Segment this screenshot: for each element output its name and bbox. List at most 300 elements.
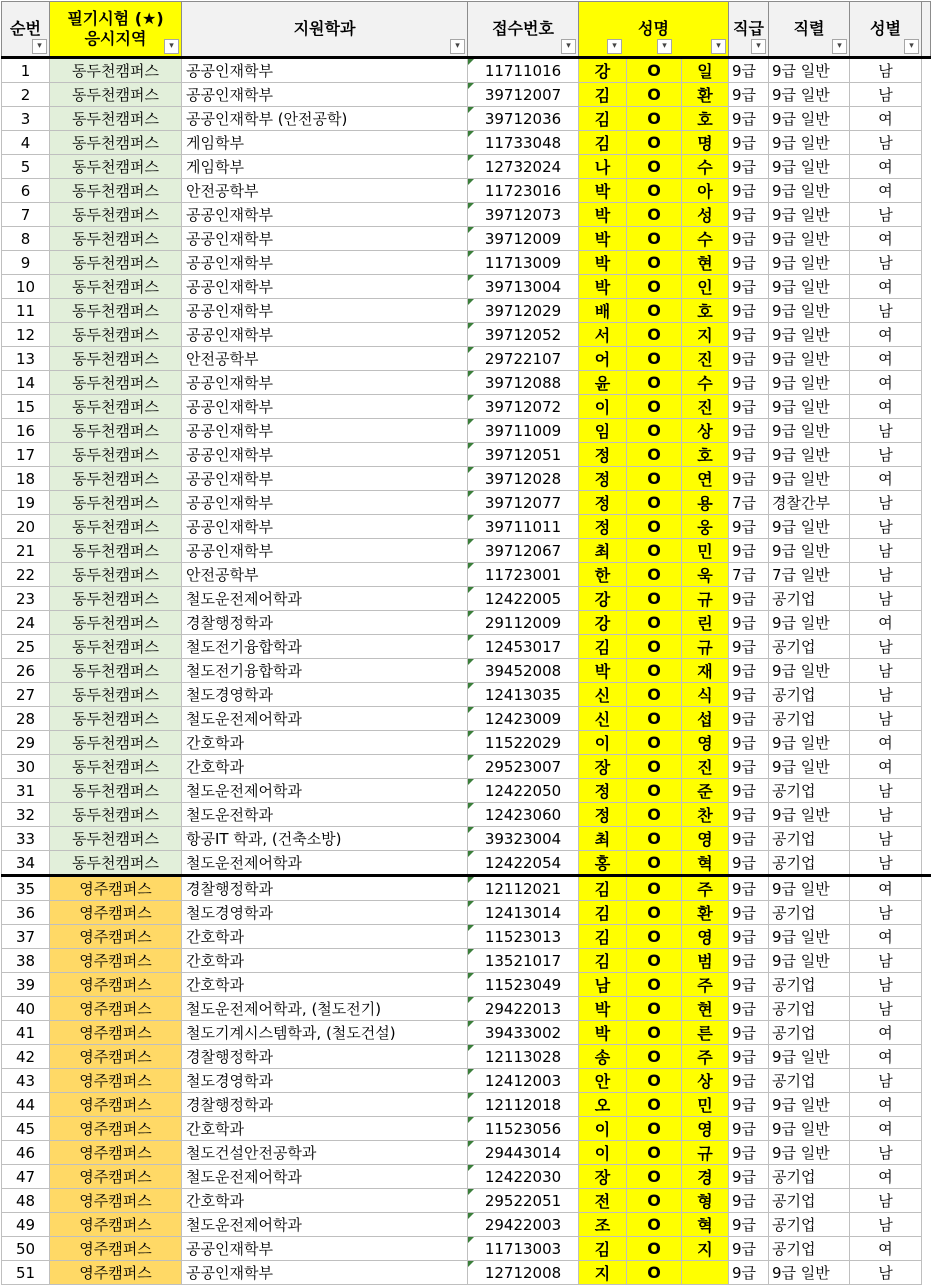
- filter-dropdown-icon[interactable]: ▾: [607, 39, 622, 54]
- name-part-1-cell[interactable]: 오: [579, 1093, 627, 1117]
- name-part-1-cell[interactable]: 김: [579, 876, 627, 901]
- name-part-1-cell[interactable]: 김: [579, 107, 627, 131]
- name-part-2-cell[interactable]: O: [627, 323, 682, 347]
- grade-cell[interactable]: 9급: [729, 1021, 769, 1045]
- name-part-3-cell[interactable]: 호: [682, 443, 729, 467]
- row-number[interactable]: 44: [2, 1093, 50, 1117]
- application-number-cell[interactable]: 12732024: [468, 155, 579, 179]
- name-part-2-cell[interactable]: O: [627, 371, 682, 395]
- rank-cell[interactable]: 9급 일반: [769, 251, 850, 275]
- grade-cell[interactable]: 9급: [729, 1045, 769, 1069]
- grade-cell[interactable]: 9급: [729, 203, 769, 227]
- application-number-cell[interactable]: 12112021: [468, 876, 579, 901]
- row-number[interactable]: 28: [2, 707, 50, 731]
- dept-cell[interactable]: 철도운전제어학과: [182, 1213, 468, 1237]
- sex-cell[interactable]: 남: [850, 1261, 922, 1285]
- name-part-1-cell[interactable]: 박: [579, 275, 627, 299]
- sex-cell[interactable]: 여: [850, 371, 922, 395]
- name-part-2-cell[interactable]: O: [627, 1021, 682, 1045]
- name-part-3-cell[interactable]: 민: [682, 539, 729, 563]
- region-cell[interactable]: 영주캠퍼스: [50, 1069, 182, 1093]
- name-part-1-cell[interactable]: 장: [579, 755, 627, 779]
- name-part-3-cell[interactable]: 환: [682, 83, 729, 107]
- dept-cell[interactable]: 간호학과: [182, 731, 468, 755]
- rank-cell[interactable]: 공기업: [769, 901, 850, 925]
- sex-cell[interactable]: 남: [850, 973, 922, 997]
- row-number[interactable]: 43: [2, 1069, 50, 1093]
- rank-cell[interactable]: 9급 일반: [769, 347, 850, 371]
- region-cell[interactable]: 영주캠퍼스: [50, 925, 182, 949]
- rank-cell[interactable]: 9급 일반: [769, 299, 850, 323]
- row-number[interactable]: 23: [2, 587, 50, 611]
- row-number[interactable]: 51: [2, 1261, 50, 1285]
- rank-cell[interactable]: 공기업: [769, 779, 850, 803]
- sex-cell[interactable]: 여: [850, 179, 922, 203]
- dept-cell[interactable]: 간호학과: [182, 925, 468, 949]
- row-number[interactable]: 37: [2, 925, 50, 949]
- region-cell[interactable]: 영주캠퍼스: [50, 949, 182, 973]
- row-number[interactable]: 49: [2, 1213, 50, 1237]
- name-part-1-cell[interactable]: 지: [579, 1261, 627, 1285]
- rank-cell[interactable]: 공기업: [769, 1213, 850, 1237]
- name-part-1-cell[interactable]: 한: [579, 563, 627, 587]
- grade-cell[interactable]: 9급: [729, 851, 769, 876]
- name-part-2-cell[interactable]: O: [627, 251, 682, 275]
- row-number[interactable]: 22: [2, 563, 50, 587]
- filter-dropdown-icon[interactable]: ▾: [561, 39, 576, 54]
- grade-cell[interactable]: 9급: [729, 731, 769, 755]
- rank-cell[interactable]: 공기업: [769, 1165, 850, 1189]
- name-part-1-cell[interactable]: 안: [579, 1069, 627, 1093]
- rank-cell[interactable]: 공기업: [769, 635, 850, 659]
- row-number[interactable]: 42: [2, 1045, 50, 1069]
- name-part-2-cell[interactable]: O: [627, 1261, 682, 1285]
- name-part-3-cell[interactable]: 범: [682, 949, 729, 973]
- sex-cell[interactable]: 여: [850, 395, 922, 419]
- sex-cell[interactable]: 남: [850, 563, 922, 587]
- dept-cell[interactable]: 간호학과: [182, 755, 468, 779]
- sex-cell[interactable]: 남: [850, 131, 922, 155]
- name-part-2-cell[interactable]: O: [627, 227, 682, 251]
- rank-cell[interactable]: 공기업: [769, 1189, 850, 1213]
- application-number-cell[interactable]: 12422005: [468, 587, 579, 611]
- region-cell[interactable]: 동두천캠퍼스: [50, 323, 182, 347]
- name-part-2-cell[interactable]: O: [627, 659, 682, 683]
- rank-cell[interactable]: 9급 일반: [769, 203, 850, 227]
- row-number[interactable]: 46: [2, 1141, 50, 1165]
- row-number[interactable]: 2: [2, 83, 50, 107]
- filter-dropdown-icon[interactable]: ▾: [32, 39, 47, 54]
- grade-cell[interactable]: 9급: [729, 395, 769, 419]
- dept-cell[interactable]: 철도전기융합학과: [182, 659, 468, 683]
- grade-cell[interactable]: 9급: [729, 1213, 769, 1237]
- rank-cell[interactable]: 9급 일반: [769, 58, 850, 83]
- sex-cell[interactable]: 여: [850, 467, 922, 491]
- name-part-1-cell[interactable]: 박: [579, 1021, 627, 1045]
- rank-cell[interactable]: 9급 일반: [769, 419, 850, 443]
- row-number[interactable]: 26: [2, 659, 50, 683]
- name-part-3-cell[interactable]: 섭: [682, 707, 729, 731]
- application-number-cell[interactable]: 12422030: [468, 1165, 579, 1189]
- name-part-3-cell[interactable]: 환: [682, 901, 729, 925]
- application-number-cell[interactable]: 11522029: [468, 731, 579, 755]
- grade-cell[interactable]: 9급: [729, 539, 769, 563]
- rank-cell[interactable]: 공기업: [769, 1237, 850, 1261]
- row-number[interactable]: 32: [2, 803, 50, 827]
- row-number[interactable]: 14: [2, 371, 50, 395]
- row-number[interactable]: 17: [2, 443, 50, 467]
- region-cell[interactable]: 동두천캠퍼스: [50, 659, 182, 683]
- application-number-cell[interactable]: 11523013: [468, 925, 579, 949]
- row-number[interactable]: 3: [2, 107, 50, 131]
- region-cell[interactable]: 영주캠퍼스: [50, 1165, 182, 1189]
- application-number-cell[interactable]: 29422013: [468, 997, 579, 1021]
- name-part-2-cell[interactable]: O: [627, 925, 682, 949]
- dept-cell[interactable]: 공공인재학부: [182, 299, 468, 323]
- region-cell[interactable]: 동두천캠퍼스: [50, 227, 182, 251]
- sex-cell[interactable]: 여: [850, 1237, 922, 1261]
- rank-cell[interactable]: 9급 일반: [769, 323, 850, 347]
- name-part-2-cell[interactable]: O: [627, 1069, 682, 1093]
- rank-cell[interactable]: 공기업: [769, 973, 850, 997]
- application-number-cell[interactable]: 39712077: [468, 491, 579, 515]
- name-part-2-cell[interactable]: O: [627, 467, 682, 491]
- row-number[interactable]: 31: [2, 779, 50, 803]
- name-part-3-cell[interactable]: 린: [682, 611, 729, 635]
- row-number[interactable]: 33: [2, 827, 50, 851]
- name-part-3-cell[interactable]: 아: [682, 179, 729, 203]
- name-part-3-cell[interactable]: 주: [682, 876, 729, 901]
- application-number-cell[interactable]: 39712052: [468, 323, 579, 347]
- filter-dropdown-icon[interactable]: ▾: [711, 39, 726, 54]
- region-cell[interactable]: 동두천캠퍼스: [50, 371, 182, 395]
- application-number-cell[interactable]: 39712072: [468, 395, 579, 419]
- name-part-2-cell[interactable]: O: [627, 611, 682, 635]
- rank-cell[interactable]: 공기업: [769, 1069, 850, 1093]
- row-number[interactable]: 45: [2, 1117, 50, 1141]
- region-cell[interactable]: 영주캠퍼스: [50, 876, 182, 901]
- name-part-3-cell[interactable]: 상: [682, 1069, 729, 1093]
- region-cell[interactable]: 동두천캠퍼스: [50, 299, 182, 323]
- name-part-3-cell[interactable]: 재: [682, 659, 729, 683]
- region-cell[interactable]: 동두천캠퍼스: [50, 443, 182, 467]
- row-number[interactable]: 18: [2, 467, 50, 491]
- grade-cell[interactable]: 9급: [729, 515, 769, 539]
- name-part-2-cell[interactable]: O: [627, 1237, 682, 1261]
- row-number[interactable]: 1: [2, 58, 50, 83]
- application-number-cell[interactable]: 39711009: [468, 419, 579, 443]
- row-number[interactable]: 47: [2, 1165, 50, 1189]
- row-number[interactable]: 8: [2, 227, 50, 251]
- name-part-1-cell[interactable]: 어: [579, 347, 627, 371]
- rank-cell[interactable]: 9급 일반: [769, 1093, 850, 1117]
- sex-cell[interactable]: 남: [850, 659, 922, 683]
- name-part-2-cell[interactable]: O: [627, 803, 682, 827]
- dept-cell[interactable]: 공공인재학부: [182, 443, 468, 467]
- name-part-3-cell[interactable]: 주: [682, 973, 729, 997]
- grade-cell[interactable]: 9급: [729, 925, 769, 949]
- application-number-cell[interactable]: 39452008: [468, 659, 579, 683]
- row-number[interactable]: 48: [2, 1189, 50, 1213]
- name-part-3-cell[interactable]: 웅: [682, 515, 729, 539]
- name-part-3-cell[interactable]: 영: [682, 925, 729, 949]
- name-part-1-cell[interactable]: 박: [579, 251, 627, 275]
- name-part-3-cell[interactable]: 일: [682, 58, 729, 83]
- rank-cell[interactable]: 공기업: [769, 587, 850, 611]
- sex-cell[interactable]: 남: [850, 299, 922, 323]
- application-number-cell[interactable]: 39712028: [468, 467, 579, 491]
- name-part-2-cell[interactable]: O: [627, 876, 682, 901]
- rank-cell[interactable]: 9급 일반: [769, 395, 850, 419]
- sex-cell[interactable]: 남: [850, 827, 922, 851]
- filter-dropdown-icon[interactable]: ▾: [657, 39, 672, 54]
- sex-cell[interactable]: 여: [850, 1093, 922, 1117]
- name-part-1-cell[interactable]: 정: [579, 515, 627, 539]
- name-part-1-cell[interactable]: 김: [579, 925, 627, 949]
- grade-cell[interactable]: 9급: [729, 419, 769, 443]
- name-part-1-cell[interactable]: 장: [579, 1165, 627, 1189]
- grade-cell[interactable]: 9급: [729, 901, 769, 925]
- grade-cell[interactable]: 9급: [729, 131, 769, 155]
- rank-cell[interactable]: 9급 일반: [769, 949, 850, 973]
- sex-cell[interactable]: 남: [850, 419, 922, 443]
- grade-cell[interactable]: 9급: [729, 707, 769, 731]
- dept-cell[interactable]: 공공인재학부: [182, 203, 468, 227]
- grade-cell[interactable]: 9급: [729, 371, 769, 395]
- name-part-3-cell[interactable]: 진: [682, 347, 729, 371]
- name-part-3-cell[interactable]: [682, 1261, 729, 1285]
- grade-cell[interactable]: 9급: [729, 179, 769, 203]
- rank-cell[interactable]: 9급 일반: [769, 227, 850, 251]
- name-part-1-cell[interactable]: 박: [579, 203, 627, 227]
- name-part-3-cell[interactable]: 준: [682, 779, 729, 803]
- rank-cell[interactable]: 9급 일반: [769, 515, 850, 539]
- name-part-3-cell[interactable]: 욱: [682, 563, 729, 587]
- name-part-2-cell[interactable]: O: [627, 131, 682, 155]
- name-part-2-cell[interactable]: O: [627, 1213, 682, 1237]
- application-number-cell[interactable]: 11723001: [468, 563, 579, 587]
- region-cell[interactable]: 영주캠퍼스: [50, 1189, 182, 1213]
- rank-cell[interactable]: 9급 일반: [769, 755, 850, 779]
- grade-cell[interactable]: 9급: [729, 1117, 769, 1141]
- dept-cell[interactable]: 철도운전제어학과: [182, 587, 468, 611]
- row-number[interactable]: 5: [2, 155, 50, 179]
- grade-cell[interactable]: 9급: [729, 659, 769, 683]
- sex-cell[interactable]: 남: [850, 1189, 922, 1213]
- name-part-1-cell[interactable]: 강: [579, 587, 627, 611]
- name-part-2-cell[interactable]: O: [627, 755, 682, 779]
- name-part-1-cell[interactable]: 정: [579, 779, 627, 803]
- application-number-cell[interactable]: 12422054: [468, 851, 579, 876]
- name-part-1-cell[interactable]: 이: [579, 1117, 627, 1141]
- region-cell[interactable]: 동두천캠퍼스: [50, 539, 182, 563]
- sex-cell[interactable]: 남: [850, 515, 922, 539]
- region-cell[interactable]: 동두천캠퍼스: [50, 731, 182, 755]
- filter-dropdown-icon[interactable]: ▾: [164, 39, 179, 54]
- rank-cell[interactable]: 9급 일반: [769, 876, 850, 901]
- application-number-cell[interactable]: 39711011: [468, 515, 579, 539]
- name-part-2-cell[interactable]: O: [627, 949, 682, 973]
- row-number[interactable]: 4: [2, 131, 50, 155]
- name-part-3-cell[interactable]: 호: [682, 107, 729, 131]
- application-number-cell[interactable]: 39712088: [468, 371, 579, 395]
- dept-cell[interactable]: 철도경영학과: [182, 1069, 468, 1093]
- application-number-cell[interactable]: 12423060: [468, 803, 579, 827]
- sex-cell[interactable]: 남: [850, 83, 922, 107]
- name-part-2-cell[interactable]: O: [627, 997, 682, 1021]
- dept-cell[interactable]: 철도운전제어학과: [182, 1165, 468, 1189]
- name-part-3-cell[interactable]: 영: [682, 1117, 729, 1141]
- dept-cell[interactable]: 간호학과: [182, 949, 468, 973]
- name-part-2-cell[interactable]: O: [627, 539, 682, 563]
- name-part-3-cell[interactable]: 진: [682, 395, 729, 419]
- sex-cell[interactable]: 여: [850, 275, 922, 299]
- grade-cell[interactable]: 9급: [729, 107, 769, 131]
- name-part-2-cell[interactable]: O: [627, 731, 682, 755]
- dept-cell[interactable]: 경찰행정학과: [182, 876, 468, 901]
- row-number[interactable]: 27: [2, 683, 50, 707]
- row-number[interactable]: 10: [2, 275, 50, 299]
- dept-cell[interactable]: 공공인재학부: [182, 323, 468, 347]
- dept-cell[interactable]: 안전공학부: [182, 563, 468, 587]
- name-part-3-cell[interactable]: 명: [682, 131, 729, 155]
- name-part-1-cell[interactable]: 강: [579, 611, 627, 635]
- application-number-cell[interactable]: 12413035: [468, 683, 579, 707]
- name-part-3-cell[interactable]: 민: [682, 1093, 729, 1117]
- application-number-cell[interactable]: 11713003: [468, 1237, 579, 1261]
- row-number[interactable]: 35: [2, 876, 50, 901]
- region-cell[interactable]: 영주캠퍼스: [50, 901, 182, 925]
- name-part-2-cell[interactable]: O: [627, 827, 682, 851]
- sex-cell[interactable]: 여: [850, 611, 922, 635]
- name-part-1-cell[interactable]: 박: [579, 997, 627, 1021]
- dept-cell[interactable]: 항공IT 학과, (건축소방): [182, 827, 468, 851]
- dept-cell[interactable]: 안전공학부: [182, 347, 468, 371]
- region-cell[interactable]: 동두천캠퍼스: [50, 827, 182, 851]
- name-part-2-cell[interactable]: O: [627, 973, 682, 997]
- grade-cell[interactable]: 9급: [729, 58, 769, 83]
- name-part-2-cell[interactable]: O: [627, 563, 682, 587]
- name-part-3-cell[interactable]: 상: [682, 419, 729, 443]
- sex-cell[interactable]: 남: [850, 635, 922, 659]
- sex-cell[interactable]: 남: [850, 58, 922, 83]
- name-part-3-cell[interactable]: 경: [682, 1165, 729, 1189]
- application-number-cell[interactable]: 13521017: [468, 949, 579, 973]
- grade-cell[interactable]: 9급: [729, 683, 769, 707]
- name-part-1-cell[interactable]: 정: [579, 491, 627, 515]
- dept-cell[interactable]: 간호학과: [182, 1189, 468, 1213]
- sex-cell[interactable]: 남: [850, 443, 922, 467]
- name-part-1-cell[interactable]: 김: [579, 1237, 627, 1261]
- dept-cell[interactable]: 철도운전제어학과: [182, 779, 468, 803]
- name-part-1-cell[interactable]: 김: [579, 901, 627, 925]
- name-part-2-cell[interactable]: O: [627, 491, 682, 515]
- name-part-2-cell[interactable]: O: [627, 1117, 682, 1141]
- name-part-3-cell[interactable]: 성: [682, 203, 729, 227]
- name-part-2-cell[interactable]: O: [627, 179, 682, 203]
- rank-cell[interactable]: 9급 일반: [769, 155, 850, 179]
- rank-cell[interactable]: 9급 일반: [769, 1141, 850, 1165]
- sex-cell[interactable]: 남: [850, 851, 922, 876]
- name-part-1-cell[interactable]: 서: [579, 323, 627, 347]
- sex-cell[interactable]: 여: [850, 1021, 922, 1045]
- row-number[interactable]: 40: [2, 997, 50, 1021]
- dept-cell[interactable]: 공공인재학부: [182, 539, 468, 563]
- grade-cell[interactable]: 9급: [729, 876, 769, 901]
- region-cell[interactable]: 영주캠퍼스: [50, 973, 182, 997]
- region-cell[interactable]: 동두천캠퍼스: [50, 179, 182, 203]
- dept-cell[interactable]: 공공인재학부: [182, 1237, 468, 1261]
- grade-cell[interactable]: 9급: [729, 251, 769, 275]
- grade-cell[interactable]: 7급: [729, 491, 769, 515]
- application-number-cell[interactable]: 11711016: [468, 58, 579, 83]
- name-part-1-cell[interactable]: 최: [579, 539, 627, 563]
- name-part-3-cell[interactable]: 규: [682, 1141, 729, 1165]
- name-part-2-cell[interactable]: O: [627, 1165, 682, 1189]
- region-cell[interactable]: 영주캠퍼스: [50, 1093, 182, 1117]
- region-cell[interactable]: 동두천캠퍼스: [50, 131, 182, 155]
- grade-cell[interactable]: 9급: [729, 275, 769, 299]
- application-number-cell[interactable]: 39712009: [468, 227, 579, 251]
- application-number-cell[interactable]: 29422003: [468, 1213, 579, 1237]
- name-part-2-cell[interactable]: O: [627, 707, 682, 731]
- region-cell[interactable]: 동두천캠퍼스: [50, 587, 182, 611]
- rank-cell[interactable]: 9급 일반: [769, 179, 850, 203]
- name-part-2-cell[interactable]: O: [627, 587, 682, 611]
- sex-cell[interactable]: 남: [850, 803, 922, 827]
- grade-cell[interactable]: 9급: [729, 227, 769, 251]
- name-part-2-cell[interactable]: O: [627, 203, 682, 227]
- region-cell[interactable]: 동두천캠퍼스: [50, 83, 182, 107]
- name-part-2-cell[interactable]: O: [627, 155, 682, 179]
- filter-dropdown-icon[interactable]: ▾: [751, 39, 766, 54]
- row-number[interactable]: 29: [2, 731, 50, 755]
- rank-cell[interactable]: 9급 일반: [769, 107, 850, 131]
- rank-cell[interactable]: 공기업: [769, 827, 850, 851]
- name-part-3-cell[interactable]: 연: [682, 467, 729, 491]
- name-part-2-cell[interactable]: O: [627, 275, 682, 299]
- name-part-2-cell[interactable]: O: [627, 419, 682, 443]
- name-part-3-cell[interactable]: 주: [682, 1045, 729, 1069]
- sex-cell[interactable]: 여: [850, 876, 922, 901]
- region-cell[interactable]: 동두천캠퍼스: [50, 851, 182, 876]
- name-part-2-cell[interactable]: O: [627, 635, 682, 659]
- dept-cell[interactable]: 공공인재학부: [182, 251, 468, 275]
- row-number[interactable]: 9: [2, 251, 50, 275]
- region-cell[interactable]: 동두천캠퍼스: [50, 515, 182, 539]
- region-cell[interactable]: 동두천캠퍼스: [50, 107, 182, 131]
- sex-cell[interactable]: 남: [850, 203, 922, 227]
- row-number[interactable]: 11: [2, 299, 50, 323]
- application-number-cell[interactable]: 12712008: [468, 1261, 579, 1285]
- grade-cell[interactable]: 9급: [729, 155, 769, 179]
- rank-cell[interactable]: 9급 일반: [769, 1045, 850, 1069]
- name-part-1-cell[interactable]: 이: [579, 395, 627, 419]
- region-cell[interactable]: 동두천캠퍼스: [50, 491, 182, 515]
- dept-cell[interactable]: 철도운전제어학과: [182, 851, 468, 876]
- sex-cell[interactable]: 여: [850, 1045, 922, 1069]
- rank-cell[interactable]: 9급 일반: [769, 1261, 850, 1285]
- name-part-2-cell[interactable]: O: [627, 58, 682, 83]
- region-cell[interactable]: 동두천캠퍼스: [50, 58, 182, 83]
- name-part-3-cell[interactable]: 인: [682, 275, 729, 299]
- grade-cell[interactable]: 9급: [729, 347, 769, 371]
- row-number[interactable]: 19: [2, 491, 50, 515]
- grade-cell[interactable]: 9급: [729, 635, 769, 659]
- application-number-cell[interactable]: 39433002: [468, 1021, 579, 1045]
- name-part-3-cell[interactable]: 식: [682, 683, 729, 707]
- region-cell[interactable]: 영주캠퍼스: [50, 997, 182, 1021]
